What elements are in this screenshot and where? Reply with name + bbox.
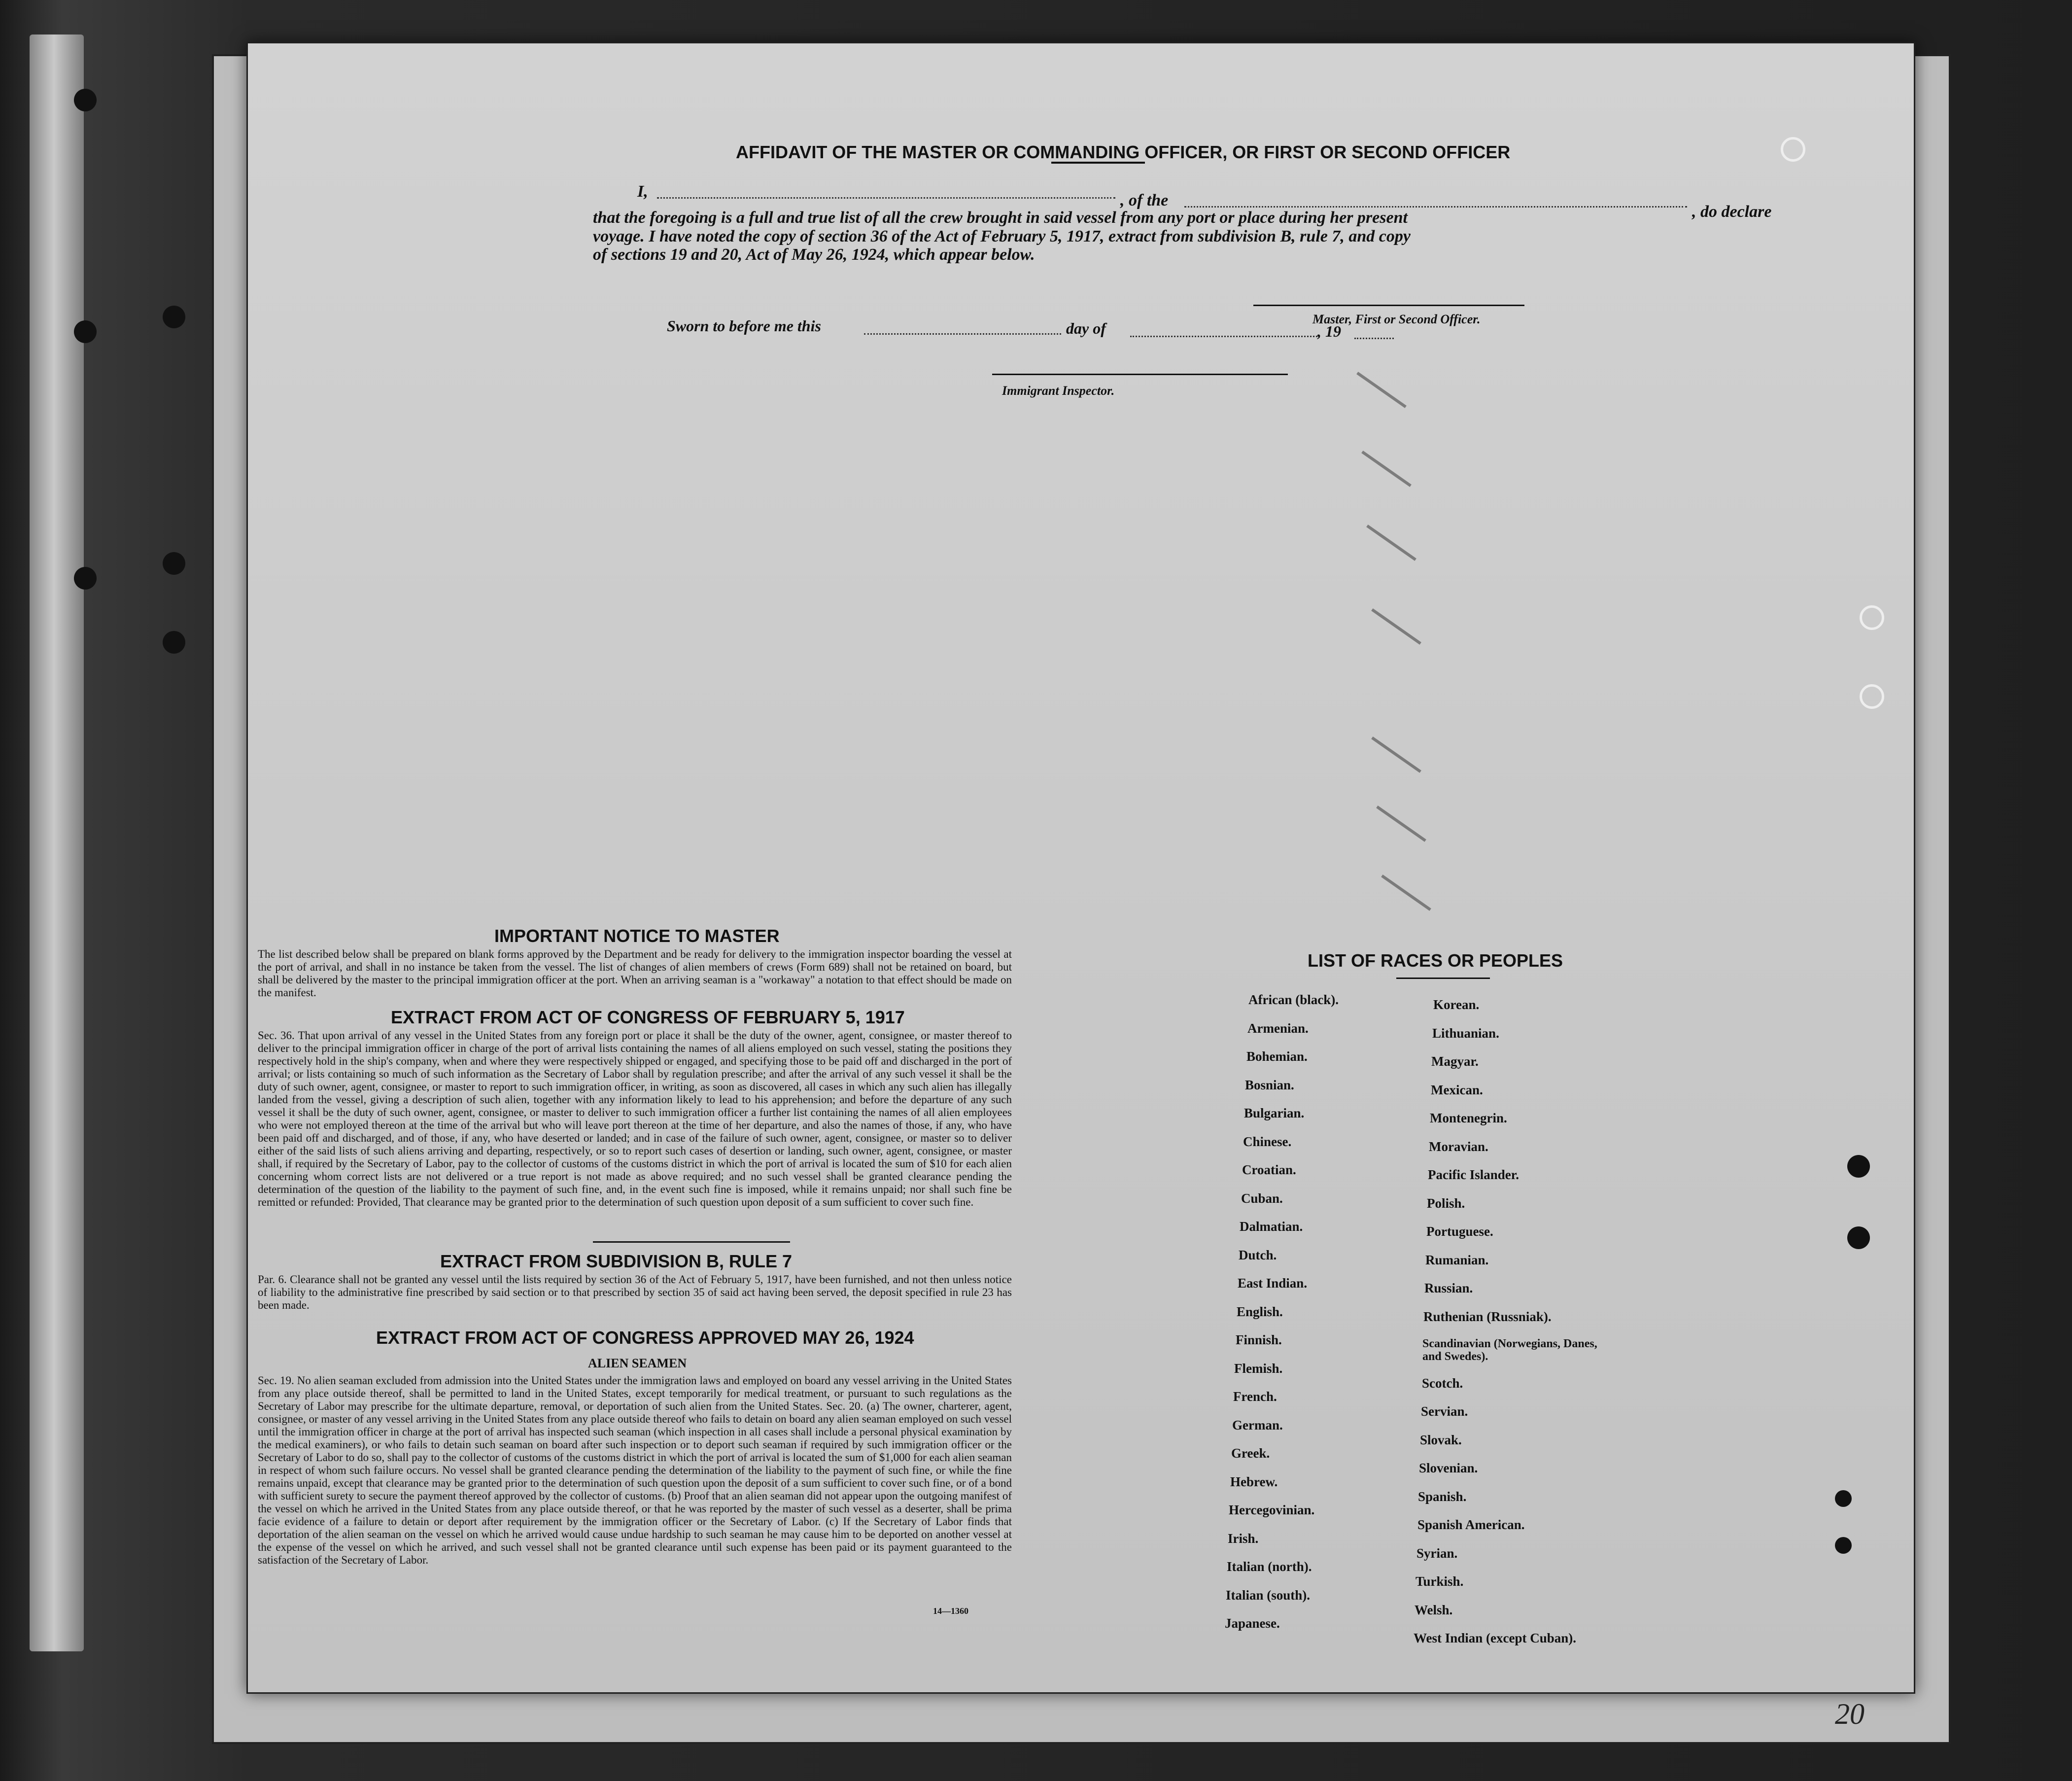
race-item: Russian.: [1424, 1281, 1473, 1295]
punch-hole: [1860, 684, 1884, 709]
race-item: Ruthenian (Russniak).: [1423, 1309, 1552, 1324]
inspector-signature-line: [992, 374, 1288, 375]
bleed-mark: [1381, 874, 1431, 911]
inspector-label: Immigrant Inspector.: [1002, 384, 1115, 398]
affidavit-line1-i: I,: [637, 182, 648, 201]
race-item: Scandinavian (Norwegians, Danes, and Swedes).: [1422, 1337, 1597, 1363]
race-item: Irish.: [1228, 1531, 1259, 1546]
sworn-day-of: day of: [1066, 319, 1106, 337]
punch-hole: [1847, 1155, 1870, 1178]
race-item: Finnish.: [1236, 1332, 1282, 1347]
race-item: Italian (south).: [1226, 1588, 1311, 1603]
handwritten-page-number: 20: [1835, 1698, 1865, 1730]
name-blank: [657, 197, 1115, 199]
race-item: East Indian.: [1238, 1276, 1308, 1291]
race-item: Bulgarian.: [1244, 1106, 1305, 1120]
race-item: Rumanian.: [1425, 1253, 1489, 1267]
race-item: Dalmatian.: [1240, 1219, 1303, 1234]
race-item: Bosnian.: [1245, 1078, 1294, 1092]
binder-hole: [74, 320, 97, 343]
race-item: Cuban.: [1241, 1191, 1283, 1206]
race-item: Moravian.: [1429, 1139, 1488, 1154]
race-item: Servian.: [1421, 1404, 1468, 1419]
race-item: Slovak.: [1420, 1432, 1462, 1447]
binder-spine: [30, 35, 84, 1651]
punch-hole: [1781, 137, 1805, 162]
form-number: 14—1360: [933, 1606, 968, 1616]
year-blank: [1354, 338, 1394, 339]
vessel-blank: [1184, 206, 1687, 208]
binder-hole: [163, 306, 185, 328]
race-item: Korean.: [1433, 997, 1480, 1012]
race-item: Spanish.: [1418, 1489, 1467, 1504]
notice-title: IMPORTANT NOTICE TO MASTER: [494, 926, 780, 946]
divider: [593, 1241, 790, 1243]
race-item: Syrian.: [1416, 1546, 1458, 1561]
bleed-mark: [1376, 805, 1426, 842]
sworn-text: Sworn to before me this: [667, 317, 821, 335]
race-item: Spanish American.: [1417, 1517, 1525, 1532]
signature-line: [1253, 305, 1524, 306]
race-item: Armenian.: [1247, 1021, 1309, 1036]
divider: [1396, 978, 1490, 979]
race-item: Slovenian.: [1419, 1461, 1478, 1475]
punch-hole: [1860, 605, 1884, 630]
extract-1917-title: EXTRACT FROM ACT OF CONGRESS OF FEBRUARY 5, 1917: [391, 1007, 905, 1027]
race-item: Dutch.: [1239, 1248, 1277, 1262]
race-item: Croatian.: [1242, 1162, 1296, 1177]
race-item: English.: [1237, 1304, 1283, 1319]
race-item: Portuguese.: [1426, 1224, 1493, 1239]
binder-hole: [74, 89, 97, 111]
notice-body: The list described below shall be prepared on blank forms approved by the Department and be ready for delivery to the immigration inspector boarding the vessel at the port of arrival, and shall in no instance be taken from the vessel. The list of changes of alien members of crews (Form 689) shall not be retained on board, but shall be delivered by the master to the principal immigration officer at the port. When an arriving seaman is a "workaway" a notation to that effect should be made on the manifest.: [258, 948, 1012, 999]
race-item: Magyar.: [1431, 1054, 1479, 1069]
master-signature-label: Master, First or Second Officer.: [1312, 312, 1481, 326]
race-item: Turkish.: [1416, 1574, 1464, 1589]
punch-hole: [1835, 1490, 1852, 1507]
race-item: Italian (north).: [1227, 1559, 1312, 1574]
race-item: West Indian (except Cuban).: [1414, 1631, 1577, 1645]
race-item: Flemish.: [1234, 1361, 1283, 1376]
race-item: Pacific Islander.: [1428, 1167, 1519, 1182]
affidavit-declare: , do declare: [1692, 203, 1772, 221]
race-item: Japanese.: [1225, 1616, 1280, 1631]
document-page: [246, 42, 1915, 1730]
rule7-body: Par. 6. Clearance shall not be granted any vessel until the lists required by section 36 of the Act of February 5, 1917, have been furnished, and not then unless notice of liability to the administrative fine prescribed by said section or to that prescribed by section 35 of said act having been served, the deposit specified in rule 23 has been made.: [258, 1273, 1012, 1311]
bleed-mark: [1366, 524, 1416, 561]
punch-hole: [1847, 1226, 1870, 1249]
binder-hole: [163, 631, 185, 654]
bleed-mark: [1356, 372, 1407, 408]
affidavit-line2: that the foregoing is a full and true list of all the crew brought in said vessel from any port or place during her present: [593, 209, 1408, 227]
races-title: LIST OF RACES OR PEOPLES: [1308, 950, 1563, 971]
bleed-mark: [1361, 451, 1412, 487]
extract-1924-subtitle: ALIEN SEAMEN: [588, 1356, 687, 1370]
affidavit-title: AFFIDAVIT OF THE MASTER OR COMMANDING OFFICER, OR FIRST OR SECOND OFFICER: [736, 142, 1511, 162]
race-item: Hercegovinian.: [1229, 1502, 1315, 1517]
race-item: Lithuanian.: [1432, 1026, 1499, 1041]
binder-hole: [163, 552, 185, 575]
affidavit-line4: of sections 19 and 20, Act of May 26, 1924, which appear below.: [593, 245, 1035, 264]
punch-hole: [1835, 1537, 1852, 1554]
extract-1924-body: Sec. 19. No alien seaman excluded from admission into the United States under the immigration laws and employed on board any vessel arriving in the United States from any place outside thereof, shall be permitted to land in the United States, except temporarily for medical treatment, or pursuant to such regulations as the Secretary of Labor may prescribe for the ultimate departure, removal, or deportation of such alien from the United States. Sec. 20. (a) The owner, charterer, agent, consignee, or master of any vessel arriving in the United States from any place outside thereof who fails to detain on board any alien seaman employed on such vessel until the immigration officer in charge at the port of arrival has inspected such seaman (which inspection in all cases shall include a personal physical examination by the medical examiners), or who fails to detain such seaman on board after such inspection or to deport such seaman if required by such immigration officer or the Secretary of Labor to do so, shall pay to the collector of customs of the customs district in which the port of arrival is located the sum of $1,000 for each alien seaman in respect of whom such failure occurs. No vessel shall be granted clearance pending the determination of the liability to the payment of such fine, or while the fine remains unpaid, except that clearance may be granted prior to the determination of such question upon the deposit of a sum sufficient to cover such fine, or of a bond with sufficient surety to secure the payment thereof approved by the collector of customs. (b) Proof that an alien seaman did not appear upon the outgoing manifest of the vessel on which he arrived in the United States from any place outside thereof, or that he was reported by the master of such vessel as a deserter, shall be prima facie evidence of a failure to detain or deport after requirement by the immigration officer or the Secretary of Labor. (c) If the Secretary of Labor finds that deportation of the alien seaman on the vessel on which he arrived would cause undue hardship to such seaman he may cause him to be deported on another vessel at the expense of the vessel on which he arrived, and such vessel shall not be granted clearance until such expense has been paid or its payment guaranteed to the satisfaction of the Secretary of Labor.: [258, 1374, 1012, 1566]
extract-1917-body: Sec. 36. That upon arrival of any vessel in the United States from any foreign port or place it shall be the duty of the owner, agent, consignee, or master thereof to deliver to the principal immigration officer in charge of the port of arrival lists containing the names of all aliens employed on such vessel, stating the positions they respectively hold in the ship's company, when and where they were respectively shipped or engaged, and specifying those to be paid off and discharged in the port of arrival; or lists containing so much of such information as the Secretary of Labor shall by regulation prescribe; and after the arrival of any such vessel it shall be the duty of such owner, agent, consignee, or master to report to such immigration officer, in writing, as soon as discovered, all cases in which any such alien has illegally landed from the vessel, giving a description of such alien, together with any information likely to lead to his apprehension; and before the departure of any such vessel it shall be the duty of such owner, agent, consignee, or master to deliver to such immigration officer a further list containing the names of all alien employees who were not employed thereon at the time of the arrival but who will leave port thereon at the time of her departure, and also the names of those, if any, who have been paid off and discharged, and of those, if any, who have deserted or landed; and in case of the failure of such owner, agent, consignee, or master so to deliver either of the said lists of such aliens arriving and departing, respectively, or so to report such cases of desertion or landing, such owner, agent, consignee, or master shall, if required by the Secretary of Labor, pay to the collector of customs of the customs district in which the port of arrival is located the sum of $10 for each alien concerning whom correct lists are not delivered or a true report is not made as above required; and no such vessel shall be granted clearance pending the determination of the question of the liability to the payment of such fine, and, in the event such fine is imposed, while it remains unpaid; nor shall such fine be remitted or refunded: Provided, That clearance may be granted prior to the determination of such question upon deposit of a sum sufficient to cover such fine.: [258, 1029, 1012, 1208]
extract-1924-title: EXTRACT FROM ACT OF CONGRESS APPROVED MAY 26, 1924: [376, 1327, 914, 1348]
race-item: Greek.: [1231, 1446, 1270, 1461]
divider: [1051, 162, 1145, 164]
race-item: Polish.: [1427, 1196, 1465, 1211]
race-item: Mexican.: [1431, 1083, 1483, 1097]
race-item: African (black).: [1248, 992, 1339, 1007]
bleed-mark: [1371, 608, 1421, 645]
affidavit-line1-of-the: , of the: [1120, 191, 1169, 210]
month-blank: [1130, 336, 1317, 337]
race-item: Scotch.: [1422, 1376, 1463, 1391]
race-item: Montenegrin.: [1430, 1111, 1507, 1125]
rule7-title: EXTRACT FROM SUBDIVISION B, RULE 7: [440, 1251, 793, 1271]
race-item: German.: [1232, 1418, 1283, 1432]
affidavit-line3: voyage. I have noted the copy of section 36 of the Act of February 5, 1917, extract from subdivision B, rule 7, and copy: [593, 227, 1411, 245]
binder-hole: [74, 567, 97, 590]
race-item: Hebrew.: [1230, 1474, 1278, 1489]
race-item: Chinese.: [1243, 1134, 1292, 1149]
race-item: French.: [1233, 1389, 1277, 1404]
race-item: Welsh.: [1415, 1603, 1453, 1617]
race-item: Bohemian.: [1246, 1049, 1308, 1064]
day-blank: [864, 333, 1061, 335]
bleed-mark: [1371, 736, 1421, 773]
sworn-year: , 19: [1317, 322, 1341, 340]
